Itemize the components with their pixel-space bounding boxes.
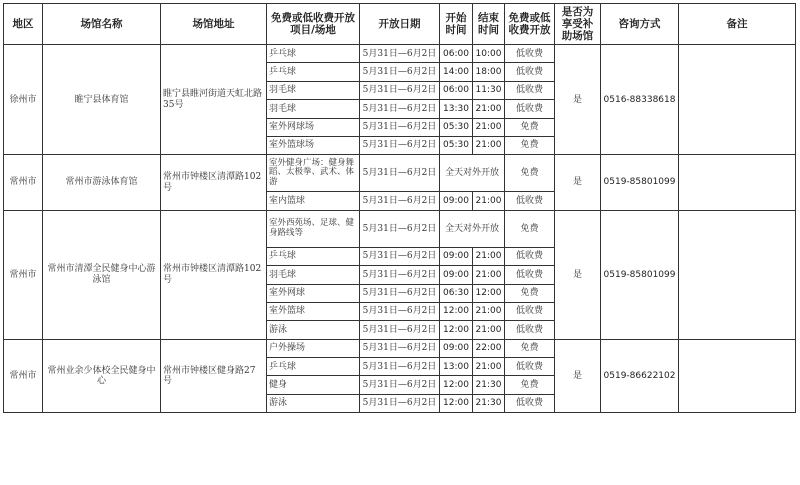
- fee-cell: 低收费: [505, 358, 555, 376]
- subsidized-cell: 是: [555, 210, 601, 339]
- document-page: [3, 3, 796, 413]
- project-cell: 乒乓球: [267, 358, 360, 376]
- venue-name-cell: 睢宁县体育馆: [43, 45, 161, 155]
- project-cell: 健身: [267, 376, 360, 394]
- end-time-cell: 21:00: [473, 358, 505, 376]
- remarks-cell: [679, 155, 796, 210]
- date-cell: 5月31日—6月2日: [360, 63, 440, 81]
- project-cell: 室外网球: [267, 284, 360, 302]
- project-cell: 室外网球场: [267, 118, 360, 136]
- allday-cell: 全天对外开放: [440, 210, 505, 247]
- end-time-cell: 11:30: [473, 81, 505, 99]
- project-cell: 室外篮球场: [267, 136, 360, 154]
- end-time-cell: 22:00: [473, 339, 505, 357]
- venue-name-cell: 常州市游泳体育馆: [43, 155, 161, 210]
- fee-cell: 免费: [505, 155, 555, 192]
- fee-cell: 低收费: [505, 394, 555, 412]
- end-time-cell: 21:30: [473, 376, 505, 394]
- project-cell: 室外健身广场：健身舞蹈、太极拳、武术、体游: [267, 155, 360, 192]
- date-cell: 5月31日—6月2日: [360, 136, 440, 154]
- header-end-time: 结束时间: [473, 4, 505, 45]
- start-time-cell: 09:00: [440, 247, 473, 265]
- fee-cell: 低收费: [505, 302, 555, 320]
- remarks-cell: [679, 45, 796, 155]
- start-time-cell: 12:00: [440, 394, 473, 412]
- fee-cell: 免费: [505, 376, 555, 394]
- end-time-cell: 21:00: [473, 100, 505, 118]
- end-time-cell: 12:00: [473, 284, 505, 302]
- date-cell: 5月31日—6月2日: [360, 358, 440, 376]
- start-time-cell: 06:30: [440, 284, 473, 302]
- end-time-cell: 10:00: [473, 45, 505, 63]
- date-cell: 5月31日—6月2日: [360, 376, 440, 394]
- project-cell: 乒乓球: [267, 45, 360, 63]
- date-cell: 5月31日—6月2日: [360, 100, 440, 118]
- start-time-cell: 13:00: [440, 358, 473, 376]
- end-time-cell: 21:00: [473, 247, 505, 265]
- end-time-cell: 18:00: [473, 63, 505, 81]
- start-time-cell: 12:00: [440, 321, 473, 339]
- start-time-cell: 09:00: [440, 339, 473, 357]
- contact-cell: 0519-86622102: [601, 339, 679, 413]
- venue-address-cell: 睢宁县睢河街道天虹北路35号: [161, 45, 267, 155]
- fee-cell: 免费: [505, 210, 555, 247]
- region-cell: 徐州市: [4, 45, 43, 155]
- header-subsidized: 是否为享受补助场馆: [555, 4, 601, 45]
- start-time-cell: 12:00: [440, 376, 473, 394]
- fee-cell: 低收费: [505, 321, 555, 339]
- project-cell: 乒乓球: [267, 63, 360, 81]
- allday-cell: 全天对外开放: [440, 155, 505, 192]
- start-time-cell: 09:00: [440, 192, 473, 210]
- venue-address-cell: 常州市钟楼区清潭路102号: [161, 155, 267, 210]
- project-cell: 室外篮球: [267, 302, 360, 320]
- table-row: [4, 155, 796, 192]
- date-cell: 5月31日—6月2日: [360, 192, 440, 210]
- date-cell: 5月31日—6月2日: [360, 247, 440, 265]
- venue-name-cell: 常州业余少体校全民健身中心: [43, 339, 161, 413]
- remarks-cell: [679, 210, 796, 339]
- contact-cell: 0516-88338618: [601, 45, 679, 155]
- project-cell: 羽毛球: [267, 266, 360, 284]
- venue-name-cell: 常州市清潭全民健身中心游泳馆: [43, 210, 161, 339]
- date-cell: 5月31日—6月2日: [360, 81, 440, 99]
- fee-cell: 免费: [505, 284, 555, 302]
- header-region: 地区: [4, 4, 43, 45]
- fee-cell: 低收费: [505, 247, 555, 265]
- project-cell: 室内篮球: [267, 192, 360, 210]
- fee-cell: 免费: [505, 118, 555, 136]
- header-venue-name: 场馆名称: [43, 4, 161, 45]
- fee-cell: 低收费: [505, 100, 555, 118]
- date-cell: 5月31日—6月2日: [360, 210, 440, 247]
- header-start-time: 开始时间: [440, 4, 473, 45]
- header-open-date: 开放日期: [360, 4, 440, 45]
- date-cell: 5月31日—6月2日: [360, 339, 440, 357]
- fee-cell: 低收费: [505, 63, 555, 81]
- project-cell: 羽毛球: [267, 100, 360, 118]
- end-time-cell: 21:00: [473, 266, 505, 284]
- subsidized-cell: 是: [555, 45, 601, 155]
- start-time-cell: 12:00: [440, 302, 473, 320]
- end-time-cell: 21:00: [473, 192, 505, 210]
- start-time-cell: 05:30: [440, 118, 473, 136]
- date-cell: 5月31日—6月2日: [360, 394, 440, 412]
- end-time-cell: 21:00: [473, 321, 505, 339]
- fee-cell: 免费: [505, 339, 555, 357]
- fee-cell: 低收费: [505, 266, 555, 284]
- table-row: [4, 210, 796, 247]
- project-cell: 室外西苑场、足球、健身路线等: [267, 210, 360, 247]
- region-cell: 常州市: [4, 210, 43, 339]
- project-cell: 游泳: [267, 321, 360, 339]
- header-row: [4, 4, 796, 45]
- venue-address-cell: 常州市钟楼区健身路27号: [161, 339, 267, 413]
- fee-cell: 低收费: [505, 45, 555, 63]
- header-contact: 咨询方式: [601, 4, 679, 45]
- table-row: [4, 45, 796, 63]
- contact-cell: 0519-85801099: [601, 155, 679, 210]
- header-venue-address: 场馆地址: [161, 4, 267, 45]
- start-time-cell: 06:00: [440, 45, 473, 63]
- date-cell: 5月31日—6月2日: [360, 45, 440, 63]
- date-cell: 5月31日—6月2日: [360, 321, 440, 339]
- start-time-cell: 14:00: [440, 63, 473, 81]
- end-time-cell: 21:00: [473, 302, 505, 320]
- subsidized-cell: 是: [555, 155, 601, 210]
- fee-cell: 低收费: [505, 81, 555, 99]
- start-time-cell: 09:00: [440, 266, 473, 284]
- end-time-cell: 21:00: [473, 118, 505, 136]
- date-cell: 5月31日—6月2日: [360, 118, 440, 136]
- date-cell: 5月31日—6月2日: [360, 302, 440, 320]
- project-cell: 羽毛球: [267, 81, 360, 99]
- project-cell: 乒乓球: [267, 247, 360, 265]
- header-project: 免费或低收费开放项目/场地: [267, 4, 360, 45]
- fee-cell: 免费: [505, 136, 555, 154]
- header-fee-type: 免费或低收费开放: [505, 4, 555, 45]
- start-time-cell: 06:00: [440, 81, 473, 99]
- end-time-cell: 21:30: [473, 394, 505, 412]
- end-time-cell: 21:00: [473, 136, 505, 154]
- remarks-cell: [679, 339, 796, 413]
- project-cell: 户外操场: [267, 339, 360, 357]
- header-remarks: 备注: [679, 4, 796, 45]
- date-cell: 5月31日—6月2日: [360, 266, 440, 284]
- venue-table: [3, 3, 796, 413]
- region-cell: 常州市: [4, 155, 43, 210]
- date-cell: 5月31日—6月2日: [360, 155, 440, 192]
- subsidized-cell: 是: [555, 339, 601, 413]
- venue-address-cell: 常州市钟楼区清潭路102号: [161, 210, 267, 339]
- start-time-cell: 13:30: [440, 100, 473, 118]
- region-cell: 常州市: [4, 339, 43, 413]
- contact-cell: 0519-85801099: [601, 210, 679, 339]
- project-cell: 游泳: [267, 394, 360, 412]
- start-time-cell: 05:30: [440, 136, 473, 154]
- fee-cell: 低收费: [505, 192, 555, 210]
- date-cell: 5月31日—6月2日: [360, 284, 440, 302]
- table-row: [4, 339, 796, 357]
